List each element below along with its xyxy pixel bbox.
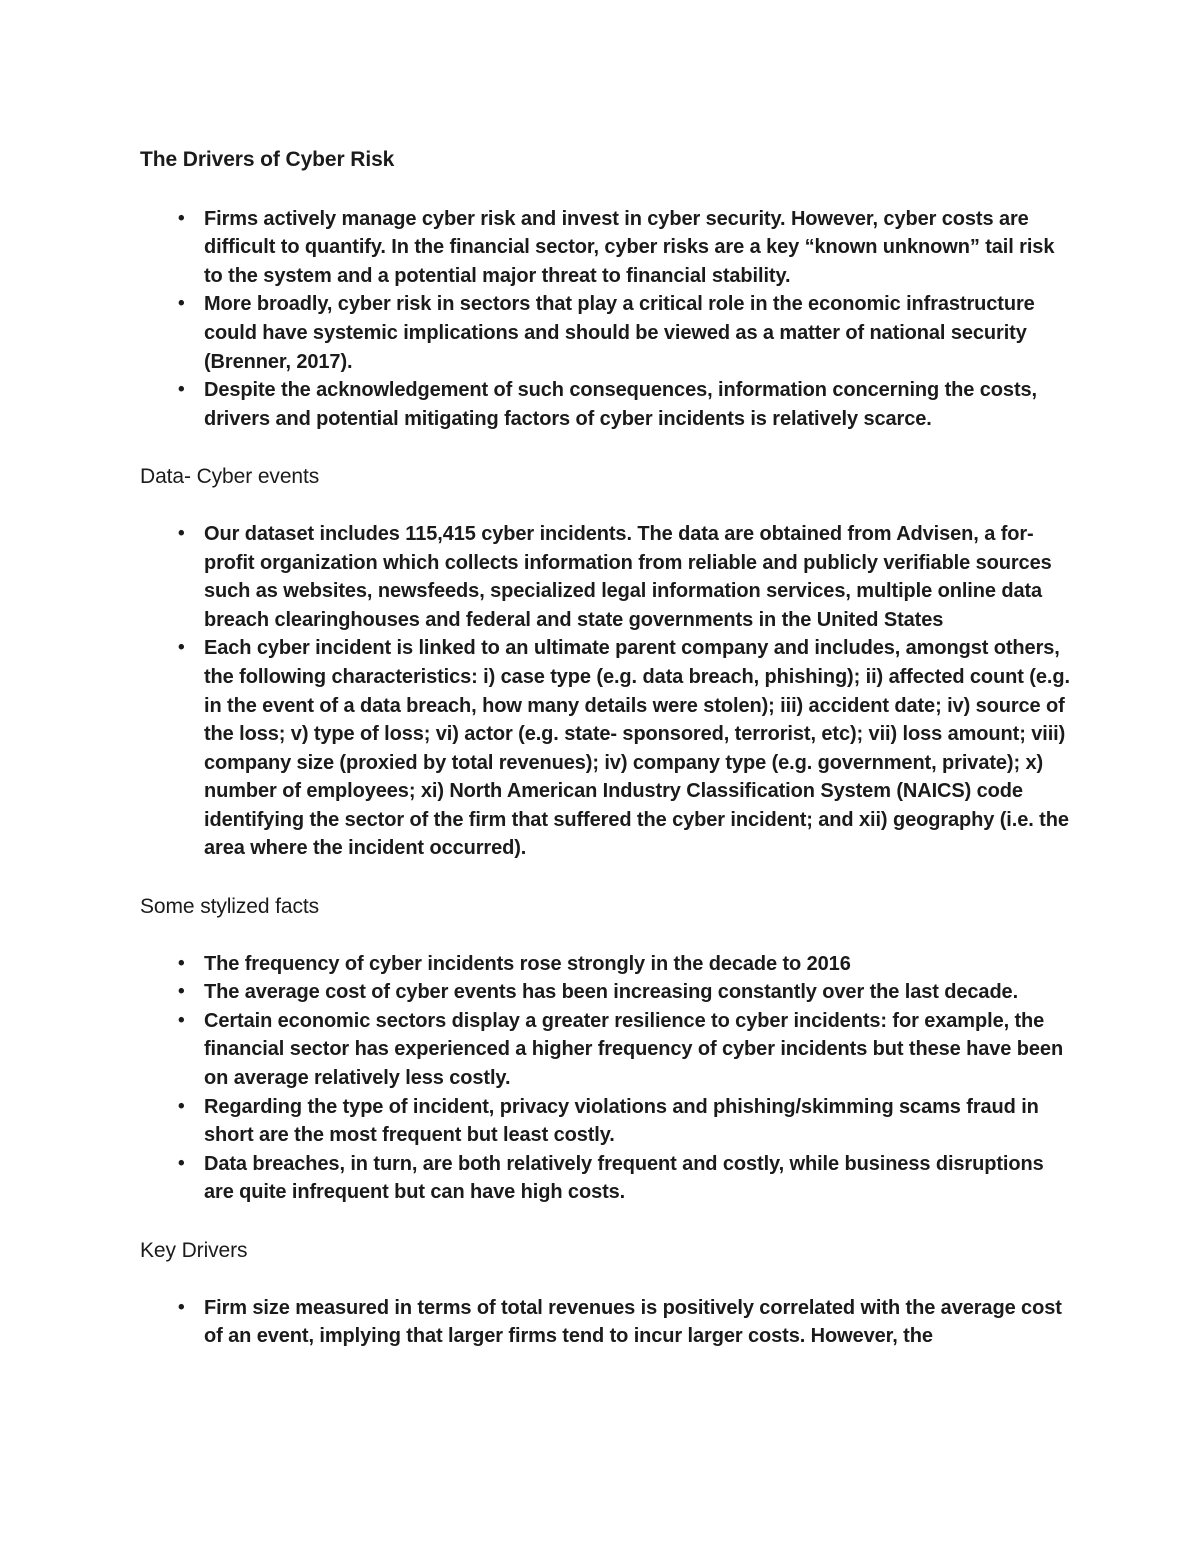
bullet-text: Regarding the type of incident, privacy violations and phishing/skimming scams fraud in short are the most frequent but least costly. [204,1095,1039,1147]
bullet-text: The frequency of cyber incidents rose strongly in the decade to 2016 [204,952,851,975]
bullet-text: Despite the acknowledgement of such consequences, information concerning the costs, drivers and potential mitigating factors of cyber incidents is relatively scarce. [204,379,1037,430]
bullet-item [140,1007,1070,1093]
document-section [140,463,1070,863]
bullet-list [140,520,1070,863]
bullet-text: Firms actively manage cyber risk and invest in cyber security. However, cyber costs are difficult to quantify. In the financial sector, cyber risks are a key “known unknown” tail risk to the system and a potential major threat to financial stability. [204,207,1055,287]
bullet-text: Data breaches, in turn, are both relatively frequent and costly, while business disruptions are quite infrequent but can have high costs. [204,1152,1044,1204]
bullet-icon: • [178,1009,185,1031]
bullet-icon: • [178,207,185,229]
bullet-icon: • [178,379,185,401]
bullet-icon: • [178,637,185,659]
bullet-icon: • [178,1095,185,1117]
bullet-item [140,520,1070,634]
bullet-list [140,950,1070,1207]
bullet-text: Firm size measured in terms of total revenues is positively correlated with the average cost of an event, implying that larger firms tend to incur larger costs. However, the [204,1296,1062,1348]
bullet-text: Certain economic sectors display a greater resilience to cyber incidents: for example, the financial sector has experienced a higher frequency of cyber incidents but these have been on average relatively less costly. [204,1009,1064,1090]
section-heading: Data- Cyber events [140,465,320,489]
bullet-item [140,290,1070,376]
bullet-icon: • [178,522,185,544]
bullet-icon: • [178,952,185,974]
bullet-icon: • [178,293,185,315]
document-section [140,893,1070,1207]
document-section [140,1237,1070,1351]
bullet-item [140,376,1070,433]
bullet-list [140,205,1070,434]
bullet-icon: • [178,1296,185,1318]
bullet-item [140,1093,1070,1150]
bullet-item [140,205,1070,291]
section-heading: Some stylized facts [140,895,319,919]
bullet-text: More broadly, cyber risk in sectors that play a critical role in the economic infrastructure could have systemic implications and should be viewed as a matter of national security (Brenner, 2017). [204,293,1035,373]
bullet-icon: • [178,981,185,1003]
bullet-text: Our dataset includes 115,415 cyber incidents. The data are obtained from Advisen, a for-profit organization which collects information from reliable and publicly verifiable sources such as websites, newsfeeds, specialized legal information services, multiple online data breach clearinghouses and federal and state governments in the United States [204,522,1052,631]
bullet-list [140,1294,1070,1351]
document-title: The Drivers of Cyber Risk [140,148,395,171]
bullet-item [140,1150,1070,1207]
bullet-icon: • [178,1152,185,1174]
bullet-item [140,950,1070,979]
bullet-item [140,978,1070,1007]
document-section [140,205,1070,434]
bullet-item [140,634,1070,863]
section-heading: Key Drivers [140,1239,248,1262]
bullet-text: Each cyber incident is linked to an ultimate parent company and includes, amongst others, the following characteristics: i) case type (e.g. data breach, phishing); ii) affected count (e.g. in the event of a data breach, how many details were stolen); iii) accident date; iv) source of the loss; v) type of loss; vi) actor (e.g. state- sponsored, terrorist, etc); vii) loss amount; viii) company size (proxied by total revenues); iv) company type (e.g. government, private); x) number of employees; xi) North American Industry Classification System (NAICS) code identifying the sector of the firm that suffered the cyber incident; and xii) geography (i.e. the area where the incident occurred). [204,637,1070,860]
bullet-text: The average cost of cyber events has been increasing constantly over the last decade. [204,981,1019,1004]
document-sections [140,205,1070,1351]
bullet-item [140,1294,1070,1351]
